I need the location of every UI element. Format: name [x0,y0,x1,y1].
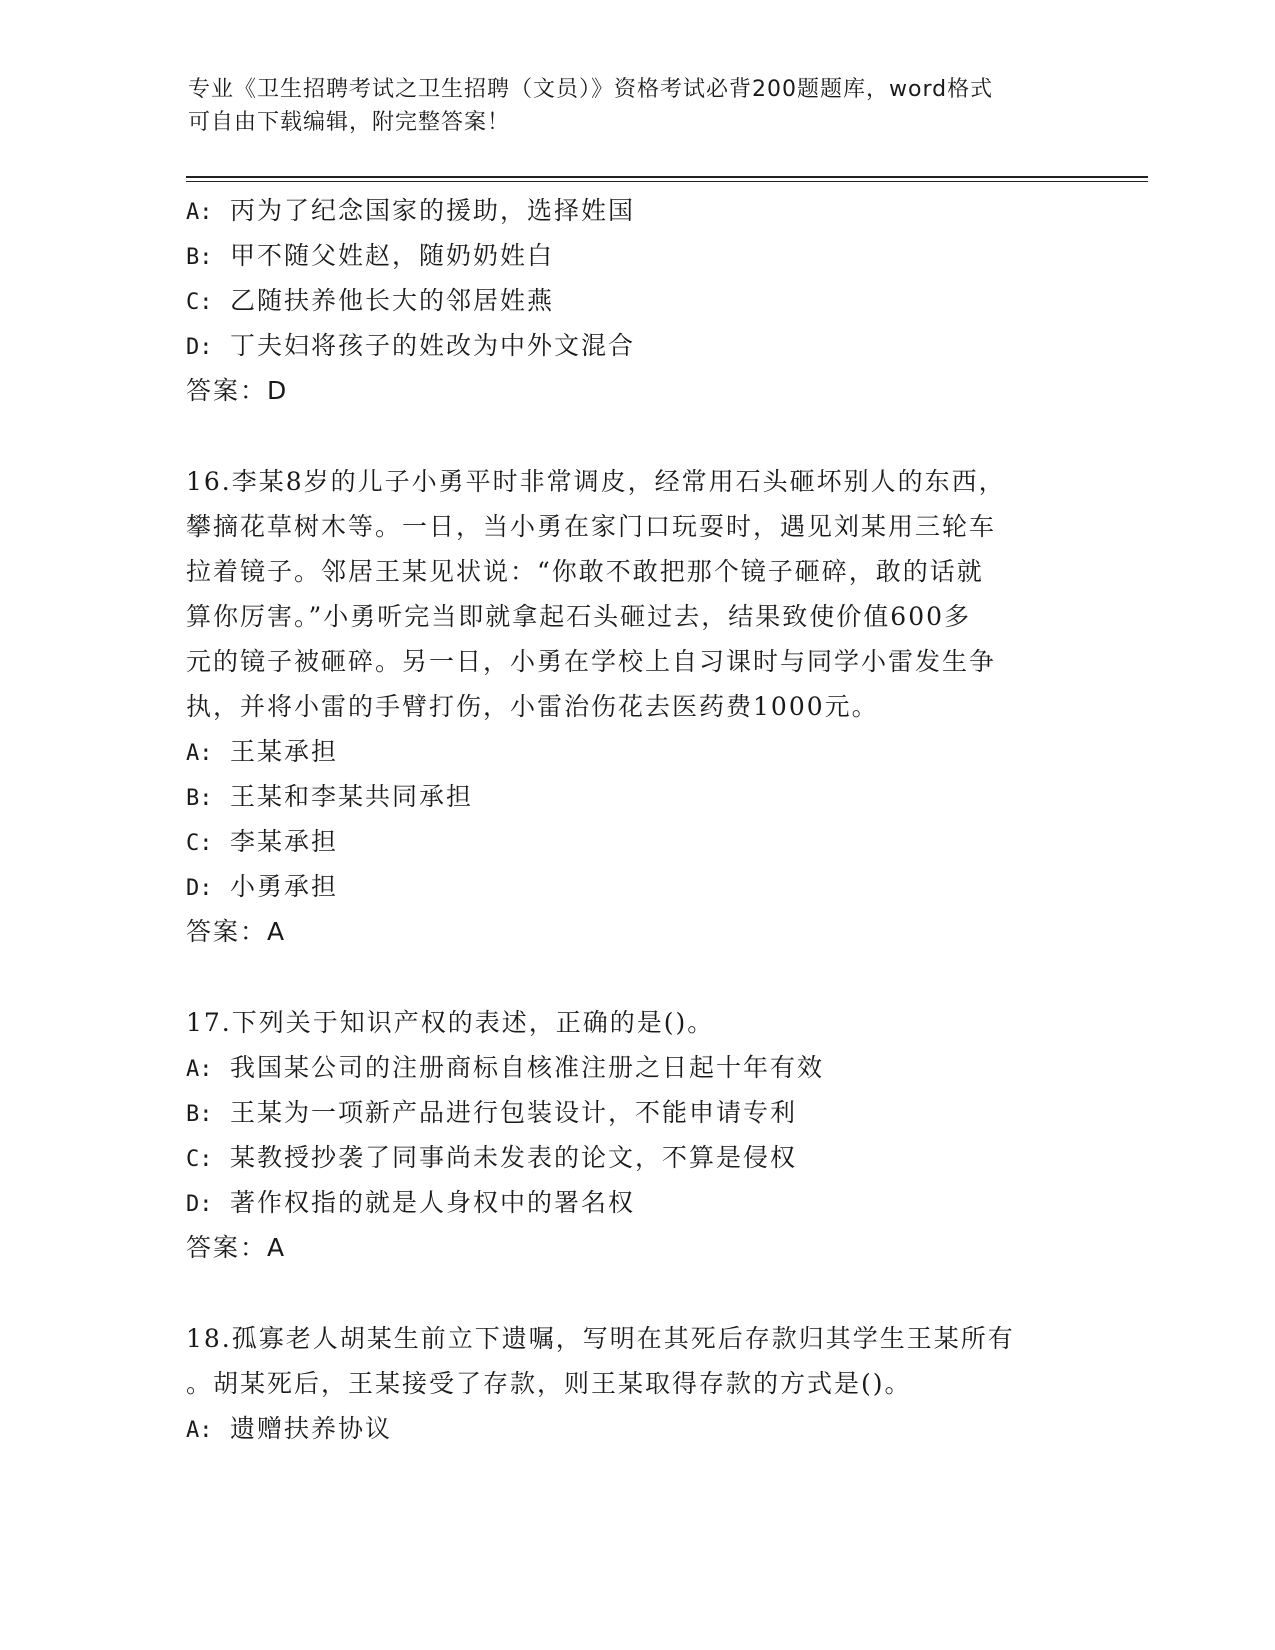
option-text: 某教授抄袭了同事尚未发表的论文，不算是侵权 [230,1143,798,1172]
header-rule-thin [186,181,1148,182]
stem-line: 18.孤寡老人胡某生前立下遗嘱，写明在其死后存款归其学生王某所有 [186,1324,1015,1353]
header-line-1: 专业《卫生招聘考试之卫生招聘（文员）》资格考试必背200题题库，word格式 [188,77,994,102]
option-text: 王某和李某共同承担 [230,782,474,811]
option-text: 李某承担 [230,827,339,856]
stem-line: 算你厉害。”小勇听完当即就拿起石头砸过去，结果致使价值600多 [186,602,972,631]
option-d [186,1180,1086,1225]
stem-line: 。胡某死后，王某接受了存款，则王某取得存款的方式是()。 [186,1369,912,1398]
option-text: 王某为一项新产品进行包装设计，不能申请专利 [230,1098,798,1127]
stem-line: 元的镜子被砸碎。另一日，小勇在学校上自习课时与同学小雷发生争 [186,647,997,676]
option-letter: B: [186,245,213,270]
option-text: 乙随扶养他长大的邻居姓燕 [230,286,555,315]
stem-line: 攀摘花草树木等。一日，当小勇在家门口玩耍时，遇见刘某用三轮车 [186,512,997,541]
option-text: 遗赠扶养协议 [230,1414,393,1443]
option-a [186,729,1086,774]
stem-line: 拉着镜子。邻居王某见状说：“你敢不敢把那个镜子砸碎，敢的话就 [186,557,984,586]
spacer [186,414,1086,459]
option-letter: B: [186,1102,213,1127]
option-letter: D: [186,1192,213,1217]
option-c [186,278,1086,323]
answer-line: 答案：A [186,1233,287,1262]
spacer [186,1271,1086,1316]
option-b [186,774,1086,819]
option-letter: A: [186,741,213,766]
option-d [186,864,1086,909]
option-a [186,1045,1086,1090]
option-text: 小勇承担 [230,872,339,901]
option-d [186,323,1086,368]
option-letter: C: [186,290,213,315]
option-text: 王某承担 [230,737,339,766]
header-line-2: 可自由下载编辑，附完整答案！ [188,110,511,135]
option-letter: A: [186,1418,213,1443]
option-a [186,188,1086,233]
option-text: 我国某公司的注册商标自核准注册之日起十年有效 [230,1053,825,1082]
question-16 [186,459,1086,955]
question-stem [186,1000,1086,1045]
option-letter: C: [186,831,213,856]
option-letter: A: [186,200,213,225]
document-header [188,73,1068,139]
option-b [186,233,1086,278]
question-17 [186,1000,1086,1271]
header-rule-thick [186,176,1148,178]
option-c [186,1135,1086,1180]
option-text: 丙为了纪念国家的援助，选择姓国 [230,196,636,225]
option-letter: B: [186,786,213,811]
answer-line: 答案：D [186,376,289,405]
spacer [186,955,1086,1000]
option-text: 著作权指的就是人身权中的署名权 [230,1188,636,1217]
question-18 [186,1316,1086,1451]
answer-line: 答案：A [186,917,287,946]
question-stem [186,1316,1086,1406]
option-letter: A: [186,1057,213,1082]
option-b [186,1090,1086,1135]
stem-line: 执，并将小雷的手臂打伤，小雷治伤花去医药费1000元。 [186,692,879,721]
option-text: 甲不随父姓赵，随奶奶姓白 [230,241,555,270]
option-text: 丁夫妇将孩子的姓改为中外文混合 [230,331,636,360]
question-stem [186,459,1086,729]
question-15 [186,188,1086,414]
option-letter: D: [186,335,213,360]
option-a [186,1406,1086,1451]
stem-line: 16.李某8岁的儿子小勇平时非常调皮，经常用石头砸坏别人的东西， [186,467,1006,496]
stem-line: 17.下列关于知识产权的表述，正确的是()。 [186,1008,715,1037]
option-letter: D: [186,876,213,901]
option-c [186,819,1086,864]
question-content [186,188,1086,1451]
option-letter: C: [186,1147,213,1172]
